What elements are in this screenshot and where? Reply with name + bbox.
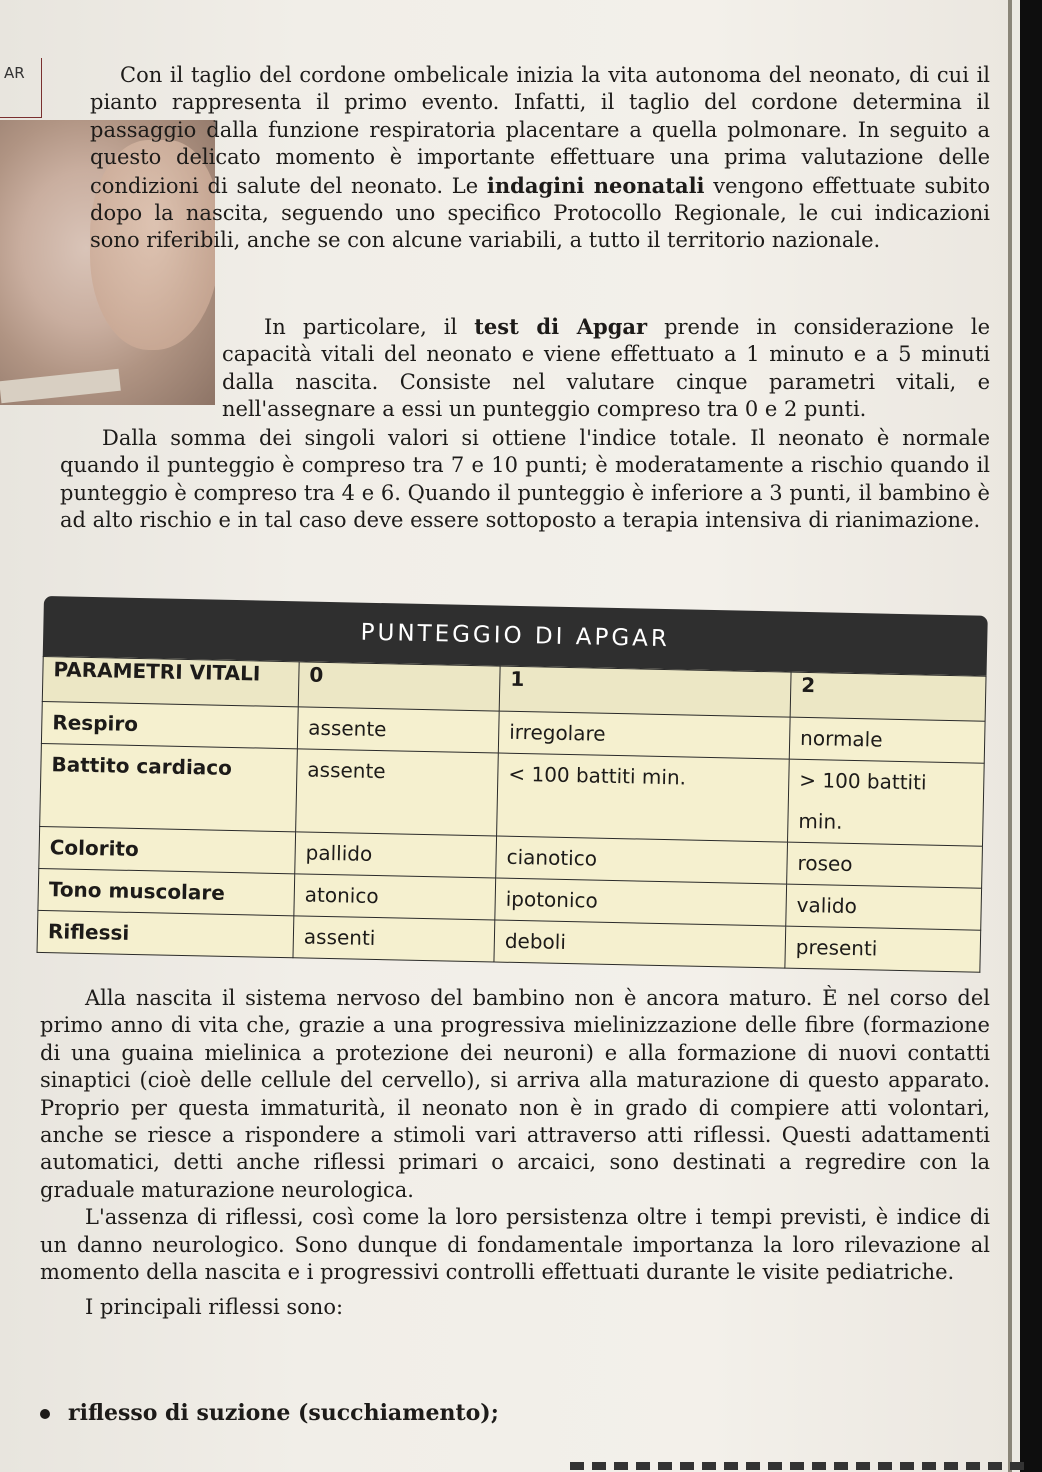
paragraph-reflex-intro: I principali riflessi sono: [85, 1295, 344, 1320]
apgar-table [36, 596, 988, 994]
param-cell: Riflessi [37, 910, 294, 957]
dotted-rule [570, 1462, 1030, 1470]
apgar-score-table [37, 656, 987, 973]
bullet-item [40, 1400, 499, 1426]
p2-run: In particolare, il [264, 315, 475, 339]
score-cell: roseo [787, 842, 983, 888]
score-cell: assenti [293, 916, 495, 962]
dark-background-edge [1020, 0, 1042, 1472]
table-title: PUNTEGGIO DI APGAR [43, 596, 988, 676]
bullet-dot-icon [40, 1409, 50, 1419]
score-cell: irregolare [498, 711, 790, 759]
col-header-0: 0 [298, 662, 500, 711]
id-band [0, 369, 121, 403]
bullet-text: riflesso di suzione (succhiamento); [68, 1400, 499, 1426]
score-cell: ipotonico [495, 878, 787, 926]
param-cell: Respiro [41, 701, 298, 748]
score-cell: presenti [785, 926, 981, 972]
paragraph-nervous-text: Alla nascita il sistema nervoso del bambino non è ancora maturo. È nel corso del primo anno di vita che, grazie a una progressiva mielinizzazione delle fibre (formazione di una guaina mielinica a protezione dei neuroni) e alla formazione di nuovi contatti sinaptici (cioè delle cellule del cervello), si arriva alla maturazione di questo apparato. Proprio per questa immaturità, il neonato non è in grado di compiere atti volontari, anche se riesce a rispondere a stimoli vari attraverso atti riflessi. Questi adattamenti automatici, detti anche riflessi primari o arcaici, sono destinati a regredire con la graduale maturazione neurologica. [40, 986, 990, 1202]
score-cell: deboli [494, 920, 786, 968]
p1-run: Con il taglio del cordone ombelicale inizia la vita autonoma del neonato, di cui il pianto rappresenta il primo evento. Infatti, il taglio del cordone determina il passaggio dalla funzione respiratoria placentare a quella polmonare. In seguito a questo delicato momento è importante effettuare una prima valutazione delle condizioni di salute del neonato. Le [90, 63, 990, 198]
score-cell: normale [789, 717, 985, 763]
score-cell: valido [786, 884, 982, 930]
corner-tag: AR [0, 58, 42, 118]
score-cell: atonico [294, 874, 496, 920]
col-header-2: 2 [790, 672, 986, 721]
score-cell: assente [297, 707, 499, 753]
score-cell: > 100 battiti min. [788, 759, 985, 846]
paragraph-nervous-system [40, 985, 990, 1322]
p2-run: prende in considerazione le capacità vitali del neonato e viene effettuato a 1 minuto e a 5 minuti dalla nascita. Consiste nel valutare cinque parametri vitali, e nell'assegnare a essi un punteggio compreso tra 0 e 2 punti. [222, 315, 990, 422]
paragraph-apgar [222, 313, 990, 424]
score-cell: < 100 battiti min. [497, 753, 790, 842]
col-header-1: 1 [499, 666, 791, 717]
p2-run: test di Apgar [474, 314, 648, 339]
p1-run: vengono effettuate subito dopo la nascita, seguendo uno specifico Protocollo Regionale, le cui indicazioni sono riferibili, anche se con alcune variabili, a tutto il territorio nazionale. [90, 173, 991, 253]
param-cell: Colorito [39, 826, 296, 873]
param-cell: Tono muscolare [38, 868, 295, 915]
paragraph-reflex-absence: L'assenza di riflessi, così come la loro persistenza oltre i tempi previsti, è indice di un danno neurologico. Sono dunque di fondamentale importanza la loro rilevazione al momento della nascita e i progressivi controlli effettuati durante le visite pediatriche. [40, 1205, 990, 1285]
page-edge [1008, 0, 1012, 1472]
score-cell: assente [296, 749, 499, 836]
score-cell: cianotico [496, 836, 788, 884]
paragraph-intro [90, 62, 990, 255]
paragraph-score-text: Dalla somma dei singoli valori si ottiene l'indice totale. Il neonato è normale quando il punteggio è compreso tra 7 e 10 punti; è moderatamente a rischio quando il punteggio è compreso tra 4 e 6. Quando il punteggio è inferiore a 3 punti, il bambino è ad alto rischio e in tal caso deve essere sottoposto a terapia intensiva di rianimazione. [60, 426, 990, 533]
param-cell: Battito cardiaco [40, 743, 298, 831]
col-header-param: PARAMETRI VITALI [42, 656, 299, 706]
score-cell: pallido [295, 832, 497, 878]
p1-run: indagini neonatali [486, 172, 705, 198]
paragraph-score [60, 425, 990, 535]
